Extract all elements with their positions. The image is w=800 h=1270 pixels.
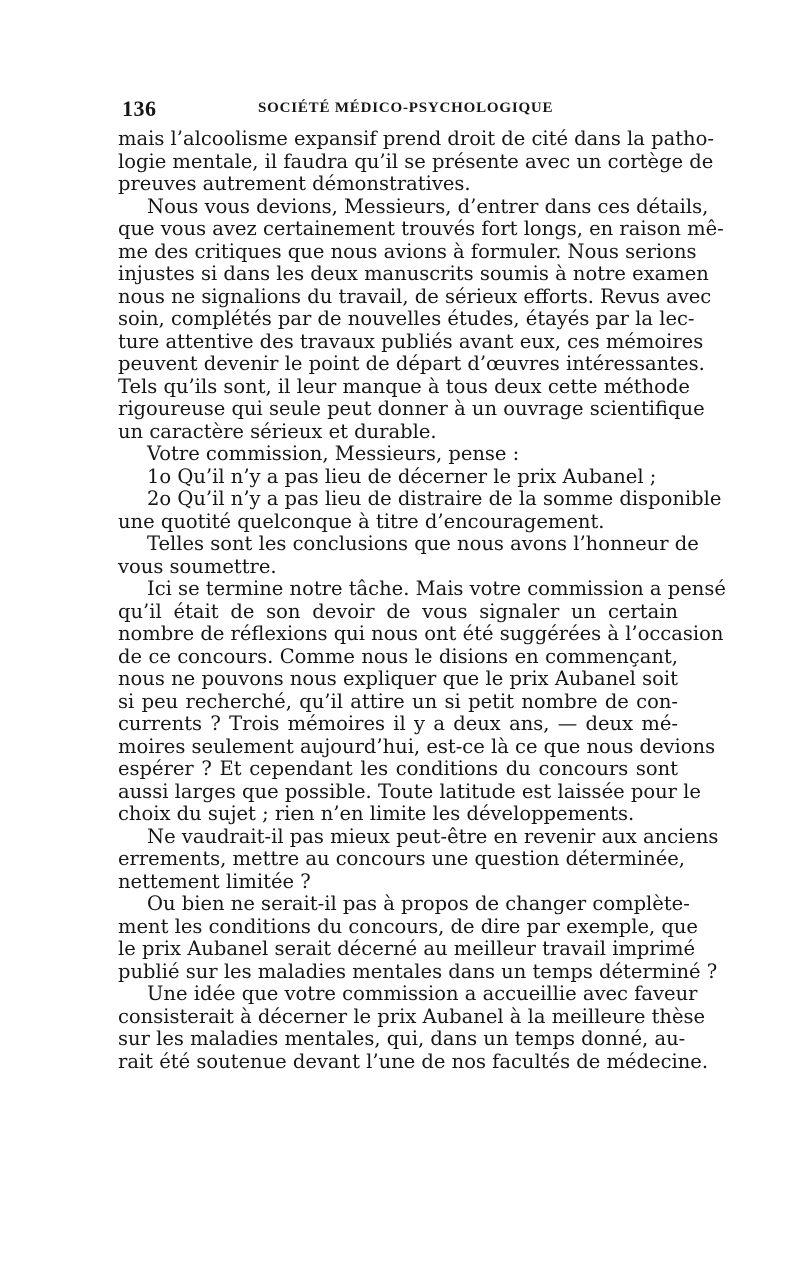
- text-line: de ce concours. Comme nous le disions en commençant,: [118, 644, 678, 668]
- text-line: currents ? Trois mémoires il y a deux ans, — deux mé-: [118, 712, 678, 735]
- text-line: peuvent devenir le point de départ d’œuvres intéressantes.: [118, 352, 705, 375]
- text-line: qu’il était de son devoir de vous signaler un certain: [118, 599, 678, 623]
- text-line: logie mentale, il faudra qu’il se présente avec un cortège de: [118, 149, 714, 173]
- body-text: [118, 127, 726, 1073]
- text-line: Telles sont les conclusions que nous avons l’honneur de: [147, 532, 699, 555]
- text-line: 2o Qu’il n’y a pas lieu de distraire de la somme disponible: [147, 487, 722, 510]
- text-line: nombre de réflexions qui nous ont été suggérées à l’occasion: [118, 622, 724, 645]
- text-line: errements, mettre au concours une question déterminée,: [118, 847, 685, 870]
- text-line: rigoureuse qui seule peut donner à un ouvrage scientifique: [118, 397, 705, 420]
- text-line: Une idée que votre commission a accueillie avec faveur: [147, 982, 698, 1005]
- text-line: ture attentive des travaux publiés avant eux, ces mémoires: [118, 329, 704, 353]
- text-line: un caractère sérieux et durable.: [118, 419, 437, 443]
- text-line: choix du sujet ; rien n’en limite les développements.: [118, 802, 635, 825]
- running-head: SOCIÉTÉ MÉDICO-PSYCHOLOGIQUE: [258, 100, 554, 116]
- text-line: espérer ? Et cependant les conditions du concours sont: [118, 757, 678, 780]
- text-line: Votre commission, Messieurs, pense :: [147, 442, 520, 465]
- text-line: soin, complétés par de nouvelles études, étayés par la lec-: [118, 307, 695, 330]
- text-line: 1o Qu’il n’y a pas lieu de décerner le prix Aubanel ;: [147, 464, 657, 488]
- text-line: que vous avez certainement trouvés fort longs, en raison mê-: [118, 217, 724, 240]
- text-line: publié sur les maladies mentales dans un temps déterminé ?: [118, 959, 718, 983]
- text-line: rait été soutenue devant l’une de nos facultés de médecine.: [118, 1049, 709, 1073]
- text-line: Ou bien ne serait-il pas à propos de changer complète-: [147, 892, 690, 915]
- text-line: ment les conditions du concours, de dire par exemple, que: [118, 914, 698, 938]
- text-line: si peu recherché, qu’il attire un si petit nombre de con-: [118, 689, 678, 713]
- text-line: consisterait à décerner le prix Aubanel à la meilleure thèse: [118, 1004, 706, 1028]
- text-line: vous soumettre.: [118, 554, 277, 578]
- text-line: me des critiques que nous avions à formuler. Nous serions: [118, 239, 697, 263]
- text-line: aussi larges que possible. Toute latitude est laissée pour le: [118, 779, 701, 803]
- text-line: Ici se termine notre tâche. Mais votre commission a pensé: [147, 577, 726, 600]
- text-line: moires seulement aujourd’hui, est-ce là ce que nous devions: [118, 734, 716, 758]
- text-line: sur les maladies mentales, qui, dans un temps donné, au-: [118, 1027, 686, 1050]
- text-line: Ne vaudrait-il pas mieux peut-être en revenir aux anciens: [147, 824, 719, 848]
- text-line: Nous vous devions, Messieurs, d’entrer dans ces détails,: [147, 194, 709, 218]
- page-number: 136: [122, 96, 157, 121]
- text-line: preuves autrement démonstratives.: [118, 172, 471, 195]
- text-line: nettement limitée ?: [118, 869, 311, 893]
- text-line: injustes si dans les deux manuscrits soumis à notre examen: [118, 262, 709, 285]
- text-line: le prix Aubanel serait décerné au meilleur travail imprimé: [118, 937, 696, 960]
- page-header: [122, 96, 678, 126]
- text-line: une quotité quelconque à titre d’encouragement.: [118, 509, 605, 533]
- text-line: nous ne pouvons nous expliquer que le prix Aubanel soit: [118, 667, 678, 690]
- text-line: Tels qu’ils sont, il leur manque à tous deux cette méthode: [118, 374, 690, 398]
- text-line: nous ne signalions du travail, de sérieux efforts. Revus avec: [118, 284, 712, 308]
- text-line: mais l’alcoolisme expansif prend droit de cité dans la patho-: [118, 127, 714, 150]
